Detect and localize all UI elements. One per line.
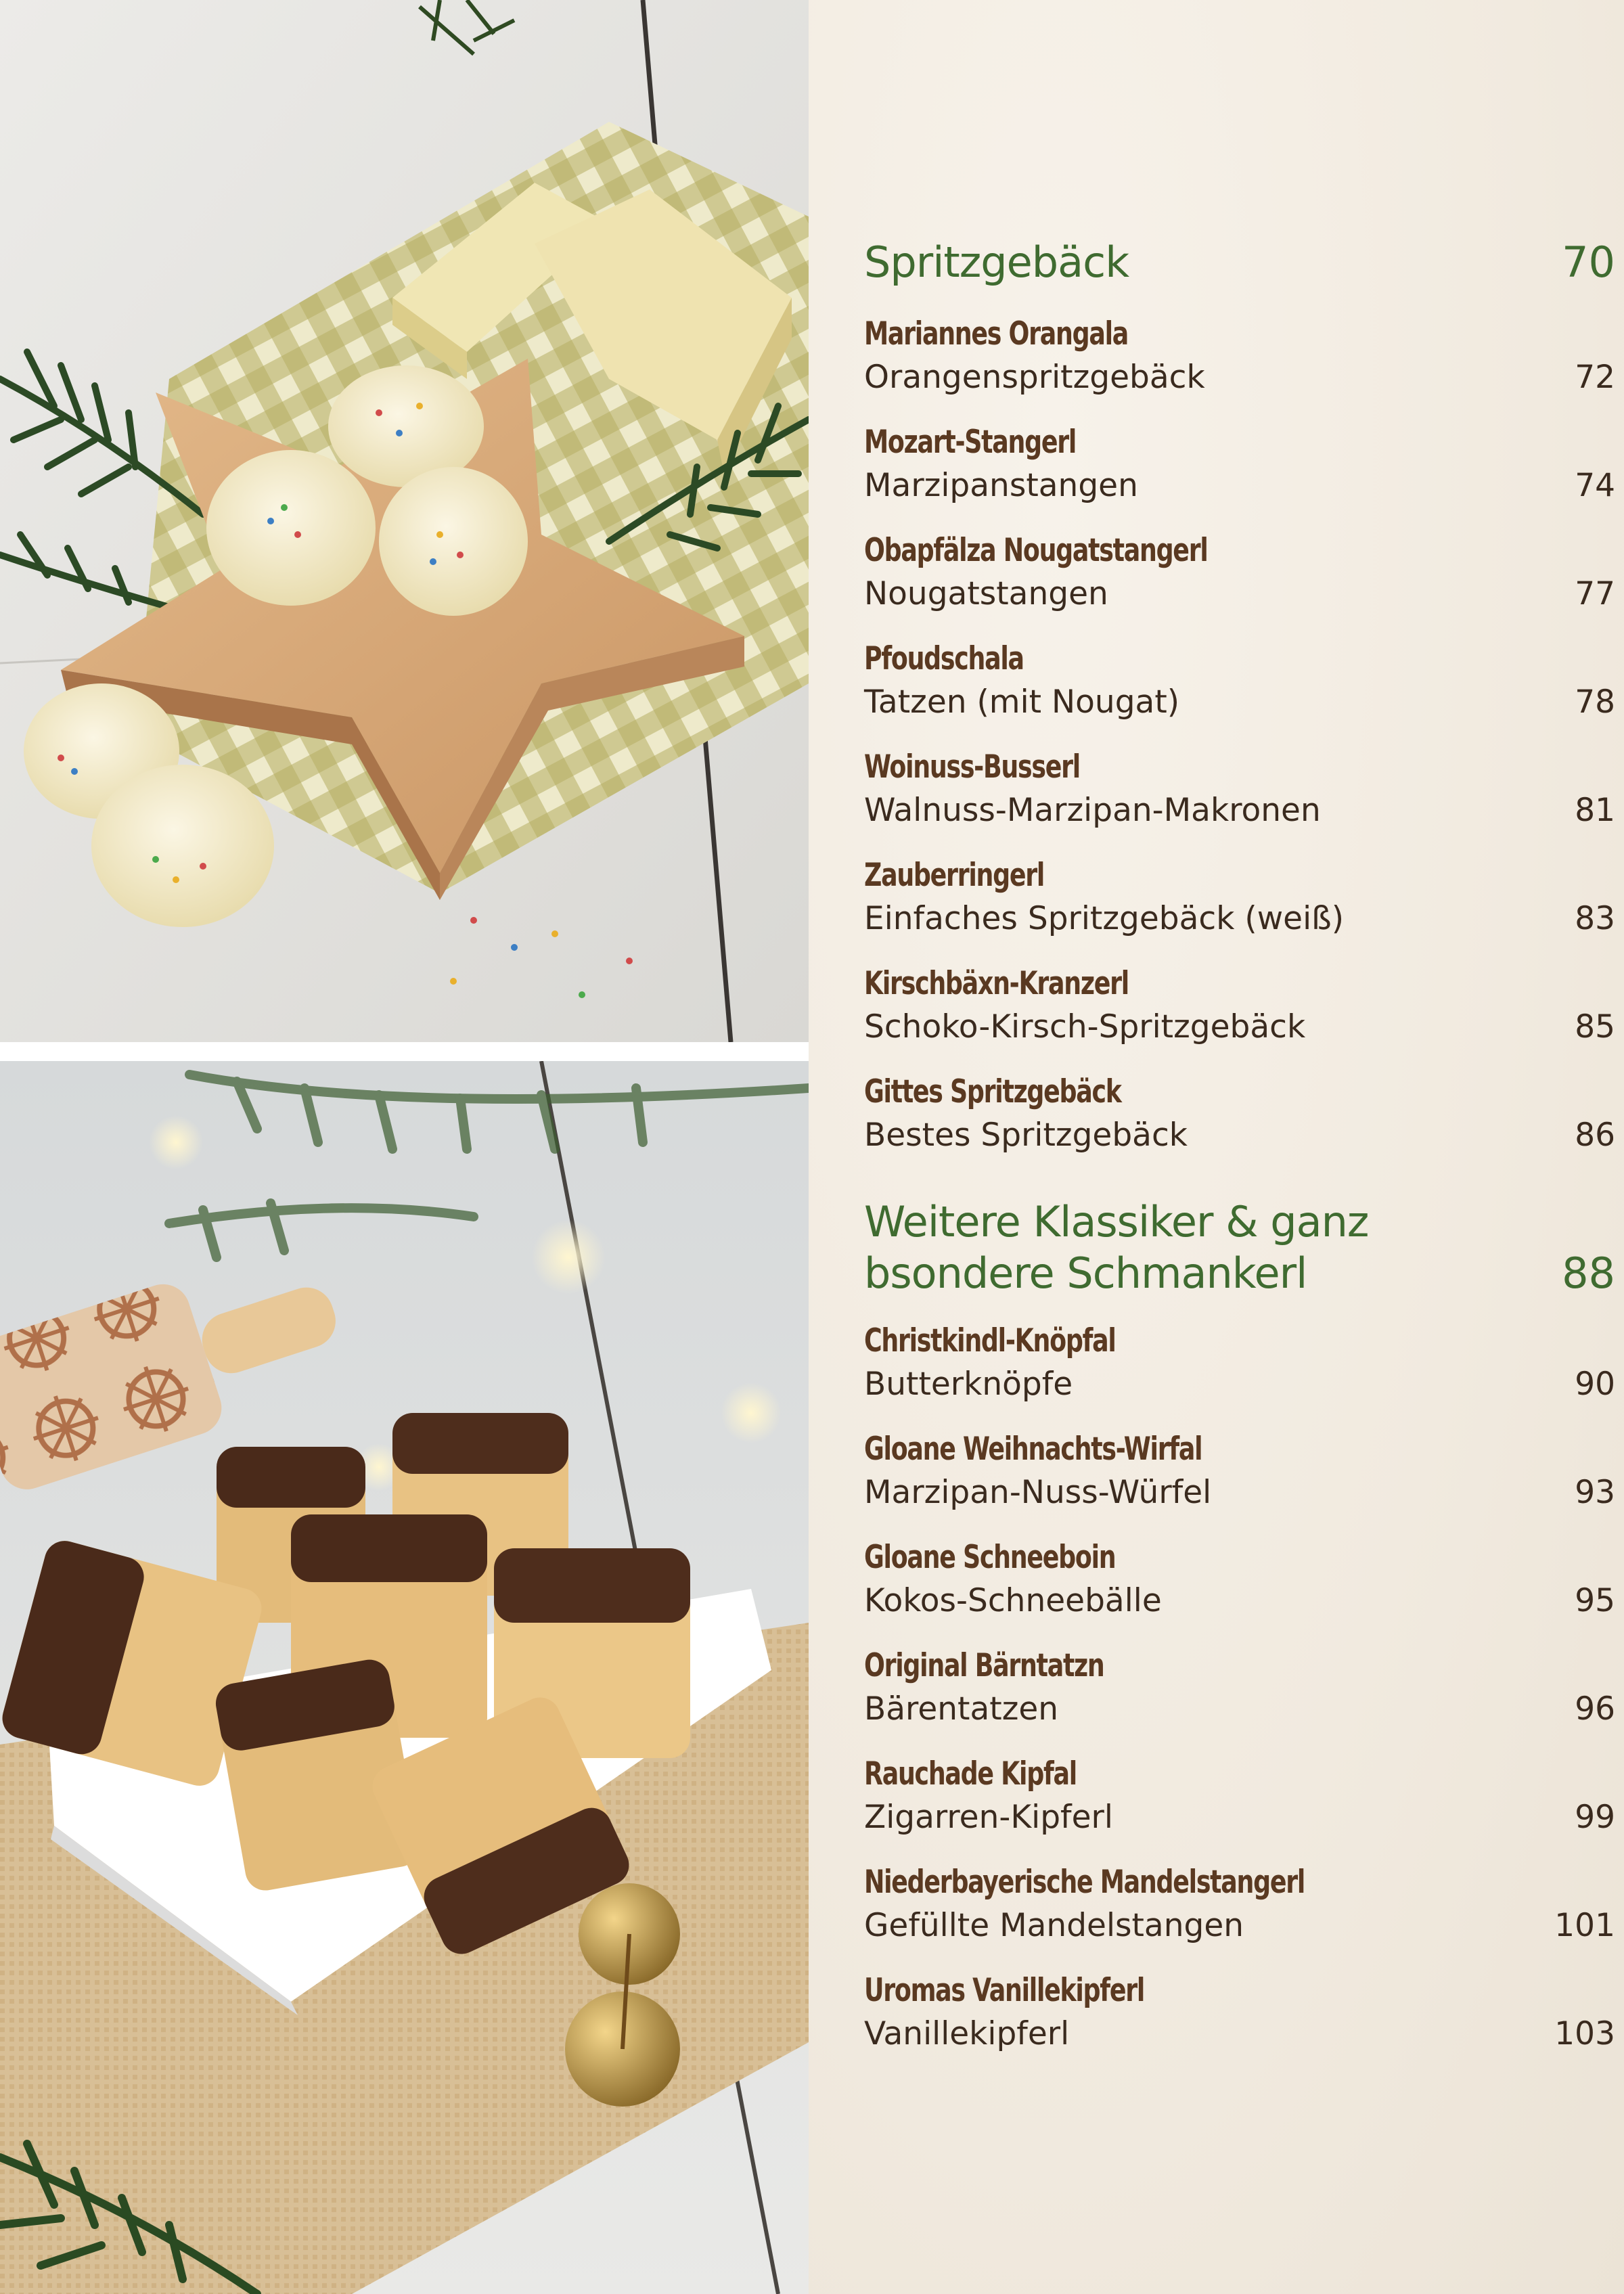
entry-page-number: 95	[1575, 1582, 1615, 1619]
entry-recipe-name: Marzipan-Nuss-Würfel	[864, 1474, 1212, 1511]
entry-page-number: 86	[1575, 1117, 1615, 1154]
toc-entry[interactable]	[864, 1428, 1615, 1529]
toc-entry[interactable]	[864, 529, 1615, 631]
toc-entry[interactable]	[864, 1861, 1615, 1962]
section-heading-weitere-klassiker[interactable]	[864, 1196, 1615, 1299]
toc-entry[interactable]	[864, 637, 1615, 739]
entry-page-number: 101	[1554, 1907, 1615, 1944]
entry-recipe-name: Vanillekipferl	[864, 2015, 1070, 2052]
entry-dialect-title: Mariannes Orangala	[864, 315, 1129, 353]
section-page-number: 70	[1562, 238, 1615, 287]
entry-recipe-name: Kokos-Schneebälle	[864, 1582, 1162, 1619]
entry-recipe-name: Butterknöpfe	[864, 1366, 1073, 1403]
section-page-number: 88	[1562, 1249, 1615, 1298]
entry-page-number: 72	[1575, 359, 1615, 396]
entry-recipe-name: Bestes Spritzgebäck	[864, 1117, 1188, 1154]
entry-dialect-title: Gloane Weihnachts-Wirfal	[864, 1431, 1202, 1468]
entry-page-number: 93	[1575, 1474, 1615, 1511]
toc-entry[interactable]	[864, 854, 1615, 955]
entry-recipe-name: Orangenspritzgebäck	[864, 359, 1205, 396]
entry-dialect-title: Woinuss-Busserl	[864, 748, 1080, 786]
entry-recipe-name: Zigarren-Kipferl	[864, 1799, 1113, 1836]
entry-dialect-title: Niederbayerische Mandelstangerl	[864, 1864, 1305, 1901]
entry-recipe-name: Nougatstangen	[864, 575, 1108, 612]
entry-recipe-name: Bärentatzen	[864, 1690, 1059, 1728]
toc-entry[interactable]	[864, 746, 1615, 847]
toc-entry[interactable]	[864, 1320, 1615, 1421]
entry-recipe-name: Schoko-Kirsch-Spritzgebäck	[864, 1008, 1306, 1045]
toc-entry[interactable]	[864, 962, 1615, 1064]
entry-dialect-title: Rauchade Kipfal	[864, 1755, 1077, 1793]
entry-dialect-title: Christkindl-Knöpfal	[864, 1322, 1116, 1359]
entry-page-number: 77	[1575, 575, 1615, 612]
entry-page-number: 74	[1575, 467, 1615, 504]
table-of-contents	[809, 0, 1624, 2294]
section-title-line-1: Weitere Klassiker & ganz	[864, 1197, 1369, 1246]
entry-dialect-title: Gloane Schneeboin	[864, 1539, 1116, 1576]
entry-page-number: 90	[1575, 1366, 1615, 1403]
entry-recipe-name: Tatzen (mit Nougat)	[864, 683, 1180, 721]
toc-entry[interactable]	[864, 1071, 1615, 1172]
entry-page-number: 78	[1575, 683, 1615, 721]
toc-entry[interactable]	[864, 1753, 1615, 1854]
entry-page-number: 99	[1575, 1799, 1615, 1836]
entry-page-number: 96	[1575, 1690, 1615, 1728]
entry-recipe-name: Gefüllte Mandelstangen	[864, 1907, 1244, 1944]
entry-recipe-name: Marzipanstangen	[864, 467, 1138, 504]
section-title: Spritzgebäck	[864, 238, 1129, 287]
entry-dialect-title: Kirschbäxn-Kranzerl	[864, 965, 1129, 1002]
section-heading-spritzgebaeck[interactable]	[864, 237, 1615, 288]
toc-entry[interactable]	[864, 1644, 1615, 1746]
toc-entry[interactable]	[864, 1969, 1615, 2071]
entry-dialect-title: Original Bärntatzn	[864, 1647, 1104, 1684]
photo-almond-cookies	[0, 1061, 809, 2294]
photo-column	[0, 0, 809, 2294]
entry-dialect-title: Pfoudschala	[864, 640, 1024, 677]
section-title-line-2: bsondere Schmankerl	[864, 1249, 1307, 1298]
photo-star-cookies	[0, 0, 809, 1042]
entry-dialect-title: Zauberringerl	[864, 857, 1045, 894]
entry-recipe-name: Walnuss-Marzipan-Makronen	[864, 792, 1321, 829]
entry-dialect-title: Obapfälza Nougatstangerl	[864, 532, 1208, 569]
entry-page-number: 85	[1575, 1008, 1615, 1045]
entry-page-number: 83	[1575, 900, 1615, 937]
toc-entry[interactable]	[864, 1536, 1615, 1638]
entry-page-number: 103	[1554, 2015, 1615, 2052]
entry-dialect-title: Mozart-Stangerl	[864, 424, 1077, 461]
toc-entry[interactable]	[864, 313, 1615, 414]
toc-entry[interactable]	[864, 421, 1615, 522]
entry-page-number: 81	[1575, 792, 1615, 829]
entry-dialect-title: Uromas Vanillekipferl	[864, 1972, 1145, 2009]
entry-dialect-title: Gittes Spritzgebäck	[864, 1073, 1121, 1110]
entry-recipe-name: Einfaches Spritzgebäck (weiß)	[864, 900, 1345, 937]
